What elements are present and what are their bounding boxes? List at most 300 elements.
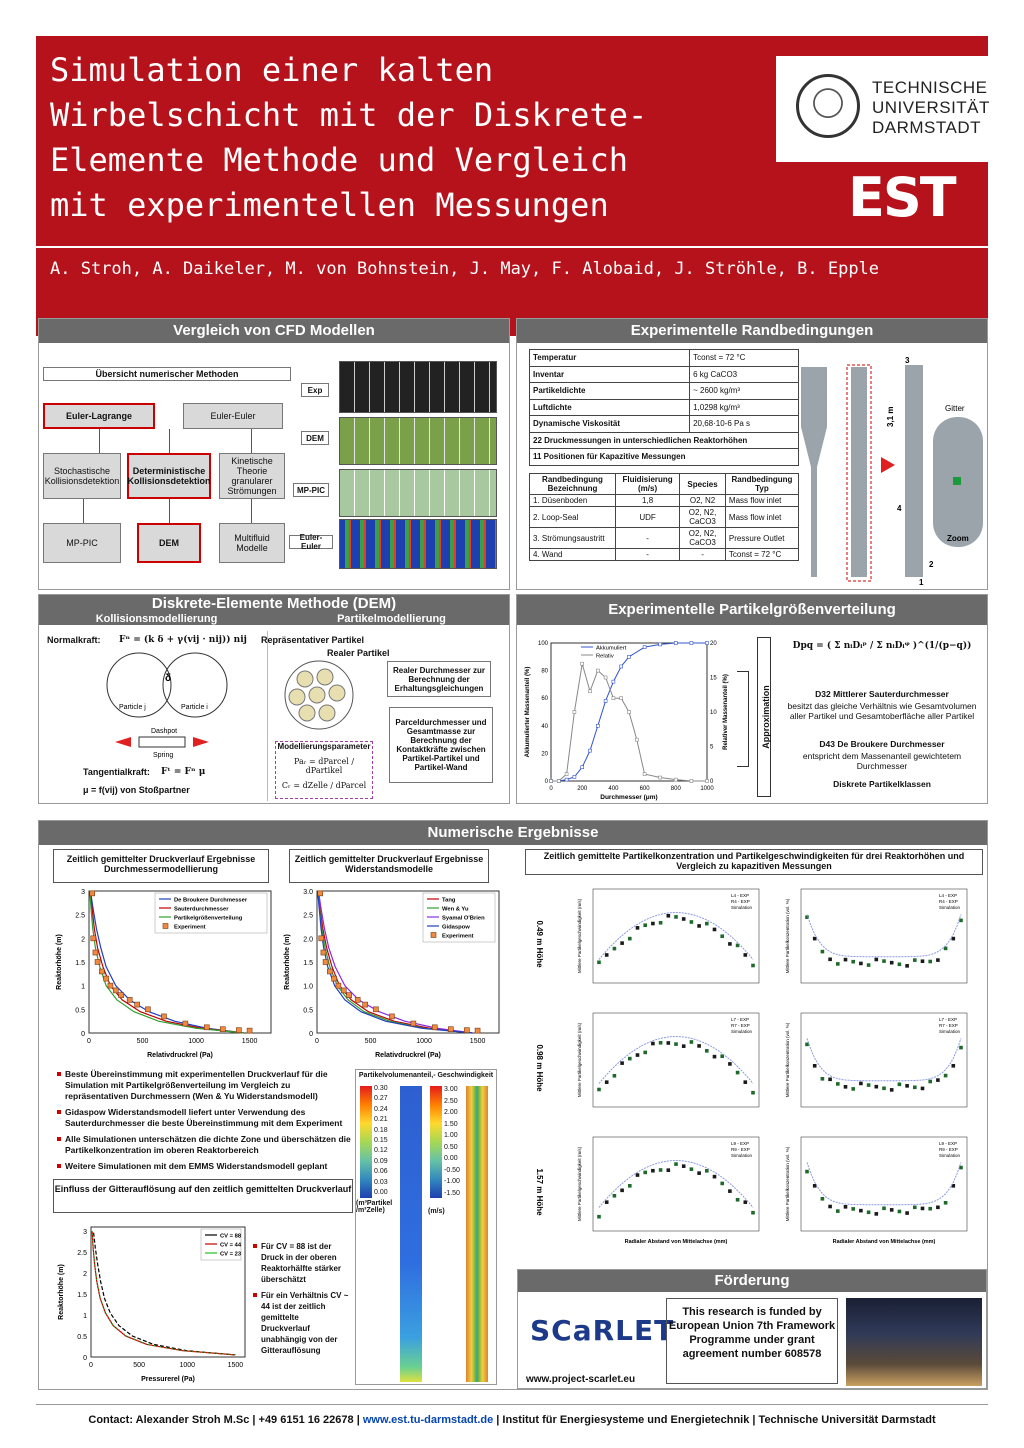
x-tick-label: 200 bbox=[577, 786, 588, 792]
parcel-diameter-box: Parceldurchmesser und Gesamtmasse zur Berechnung der Kontaktkräfte zwischen Partikel-Partikel und Partikel-Wand bbox=[389, 707, 493, 783]
x-tick-label: 500 bbox=[136, 1038, 149, 1045]
y2-tick-label: 15 bbox=[710, 675, 717, 682]
experiment-point bbox=[99, 969, 104, 974]
zoom-label: Zoom bbox=[947, 534, 969, 543]
experiment-point bbox=[620, 1061, 624, 1065]
y-tick-label: 0 bbox=[83, 1355, 87, 1362]
experiment-point bbox=[713, 928, 717, 932]
data-point bbox=[612, 680, 615, 683]
pressure-chart-diameter bbox=[51, 885, 279, 1063]
experiment-point bbox=[643, 1051, 647, 1055]
experiment-point bbox=[341, 988, 346, 993]
euler-euler-box: Euler-Euler bbox=[183, 403, 283, 429]
panel-divider bbox=[267, 631, 268, 801]
column-header: Fluidisierung (m/s) bbox=[616, 474, 680, 495]
pressure-chart-drag bbox=[279, 885, 507, 1063]
legend-label: L9 - EXP bbox=[939, 1141, 958, 1146]
x-tick-label: 1000 bbox=[700, 786, 714, 792]
boundary-conditions-panel bbox=[516, 318, 988, 590]
y-axis-label: Mittlere Partikelkonzentration (vol. %) bbox=[785, 1022, 790, 1098]
normal-force-label: Normalkraft: bbox=[47, 635, 101, 645]
experiment-point bbox=[355, 997, 360, 1002]
experiment-point bbox=[95, 960, 100, 965]
experiment-point bbox=[651, 1042, 655, 1046]
scarlet-logo: SCaRLET bbox=[530, 1314, 675, 1347]
experiment-point bbox=[119, 993, 124, 998]
y-tick-label: 0 bbox=[81, 1031, 85, 1038]
experiment-point bbox=[913, 958, 917, 962]
table-row bbox=[530, 350, 799, 367]
connector-line bbox=[251, 499, 252, 523]
tick-label: 0.09 bbox=[374, 1157, 388, 1165]
legend-label: Wen & Yu bbox=[442, 906, 469, 913]
y-tick-label: 2 bbox=[83, 1271, 87, 1279]
table-row bbox=[530, 399, 799, 416]
data-point bbox=[643, 646, 646, 649]
experiment-point bbox=[875, 1085, 879, 1089]
particle-j-label: Particle j bbox=[119, 704, 146, 711]
connector-line bbox=[169, 499, 170, 523]
experiment-point bbox=[93, 950, 98, 955]
data-point bbox=[557, 780, 560, 783]
experiment-point bbox=[836, 1082, 840, 1086]
chart2-title: Zeitlich gemittelter Druckverlauf Ergebnisse Widerstandsmodelle bbox=[289, 849, 489, 883]
tick-label: 0.15 bbox=[374, 1137, 388, 1145]
experiment-point bbox=[705, 922, 709, 926]
list-item: Für ein Verhältnis CV ~ 44 ist der zeitlich gemittelte Druckverlauf unabhängig von der Gitterauflösung bbox=[253, 1290, 349, 1356]
velocity-colorbar bbox=[430, 1086, 442, 1198]
contour-panel bbox=[355, 1069, 497, 1385]
height-label: 3,1 m bbox=[886, 406, 895, 427]
experiment-point bbox=[928, 960, 932, 964]
y2-tick-label: 5 bbox=[710, 744, 714, 751]
y-tick-label: 2.5 bbox=[77, 1250, 87, 1258]
parcel-sketch bbox=[281, 659, 361, 733]
list-item: Alle Simulationen unterschätzen die dichte Zone und überschätzen die Partikelkonzentration im oberen Reaktorbereich bbox=[57, 1134, 353, 1156]
experiment-point bbox=[705, 1049, 709, 1053]
x-axis-label: Relativdruckrel (Pa) bbox=[375, 1052, 441, 1059]
legend-label: Syamal O'Brien bbox=[442, 915, 485, 922]
experiment-point bbox=[90, 891, 95, 896]
experiment-point bbox=[475, 1028, 480, 1033]
velocity-ticks bbox=[444, 1084, 460, 1199]
experiment-point bbox=[613, 947, 617, 951]
dem-panel bbox=[38, 594, 510, 804]
legend-label: CV = 88 bbox=[220, 1233, 242, 1240]
experiment-point bbox=[875, 958, 879, 962]
y-tick-label: 1.5 bbox=[75, 960, 85, 967]
d43-description: entspricht dem Massenanteil gewichtetem Durchmesser bbox=[802, 751, 962, 771]
volume-ticks bbox=[374, 1084, 388, 1198]
boundary-table bbox=[529, 473, 799, 561]
experiment-point bbox=[127, 997, 132, 1002]
experiment-point bbox=[336, 983, 341, 988]
experiment-point bbox=[432, 1025, 437, 1030]
height-label: 0.49 m Höhe bbox=[535, 920, 544, 968]
experiment-point bbox=[605, 1200, 609, 1204]
chart1-title: Zeitlich gemittelter Druckverlauf Ergebnisse Durchmessermodellierung bbox=[53, 849, 269, 883]
experiment-point bbox=[659, 921, 663, 925]
experiment-point bbox=[821, 1197, 825, 1201]
model-params-box bbox=[275, 741, 373, 799]
table-cell: 3. Strömungsaustritt bbox=[530, 528, 616, 549]
experiment-point bbox=[959, 1166, 963, 1170]
tick-label: -1.00 bbox=[444, 1178, 460, 1185]
x-tick-label: 0 bbox=[89, 1362, 93, 1369]
experiment-point bbox=[921, 1087, 925, 1091]
legend-label: Simulation bbox=[939, 1029, 961, 1034]
dem-snapshot-strip bbox=[339, 417, 497, 465]
tick-label: -1.50 bbox=[444, 1189, 460, 1197]
legend-label: R4 - EXP bbox=[939, 899, 958, 904]
table-cell: Tconst = 72 °C bbox=[690, 350, 799, 367]
label-1: 1 bbox=[919, 578, 924, 587]
y-tick-label: 1.5 bbox=[303, 960, 313, 967]
table-cell: - bbox=[616, 549, 680, 561]
legend-label: Simulation bbox=[731, 1029, 753, 1034]
mppic-box: MP-PIC bbox=[43, 523, 121, 563]
contour-title: Partikelvolumenanteil,- Geschwindigkeit bbox=[358, 1072, 494, 1079]
table-cell: Tconst = 72 °C bbox=[725, 549, 798, 561]
experiment-point bbox=[347, 993, 352, 998]
experiment-point bbox=[805, 1170, 809, 1174]
connector-line bbox=[99, 429, 100, 453]
y-tick-label: 40 bbox=[541, 723, 548, 730]
tick-label: 2.00 bbox=[444, 1109, 458, 1116]
table-cell: 4. Wand bbox=[530, 549, 616, 561]
cyclone-cone bbox=[801, 427, 827, 467]
y-tick-label: 3.0 bbox=[303, 889, 313, 896]
particle-dot bbox=[309, 687, 325, 703]
experiment-point bbox=[813, 1184, 817, 1188]
data-point bbox=[596, 724, 599, 727]
experiment-point bbox=[135, 1002, 140, 1007]
experiment-point bbox=[928, 1080, 932, 1084]
table-cell: Temperatur bbox=[530, 350, 690, 367]
data-point bbox=[643, 773, 646, 776]
par-equation: Paᵣ = dParcel / dPartikel bbox=[293, 757, 355, 775]
experiment-point bbox=[697, 1044, 701, 1048]
experiment-point bbox=[882, 1206, 886, 1210]
table-cell: Pressure Outlet bbox=[725, 528, 798, 549]
experiment-point bbox=[936, 1206, 940, 1210]
experiment-point bbox=[363, 1002, 368, 1007]
experiment-point bbox=[697, 924, 701, 928]
x-axis-label: Durchmesser (μm) bbox=[600, 794, 658, 801]
experiment-point bbox=[448, 1027, 453, 1032]
experiment-point bbox=[319, 936, 324, 941]
rep-particle-label: Repräsentativer Partikel bbox=[261, 635, 365, 645]
data-point bbox=[612, 697, 615, 700]
dashpot-label: Dashpot bbox=[151, 728, 178, 735]
table-cell: Luftdichte bbox=[530, 399, 690, 416]
particle-i-label: Particle i bbox=[181, 704, 208, 711]
tick-label: -0.50 bbox=[444, 1166, 460, 1174]
y-tick-label: 1.5 bbox=[77, 1292, 87, 1300]
legend-label: Akkumuliert bbox=[596, 645, 627, 652]
y-tick-label: 0 bbox=[544, 779, 548, 785]
experiment-point bbox=[936, 958, 940, 962]
x-tick-label: 0 bbox=[315, 1038, 319, 1045]
legend-label: R7 - EXP bbox=[731, 1023, 750, 1028]
experiment-point bbox=[744, 1080, 748, 1084]
d43-title: D43 De Broukere Durchmesser bbox=[819, 739, 945, 749]
data-point bbox=[589, 690, 592, 693]
footer-link[interactable]: www.est.tu-darmstadt.de bbox=[362, 1414, 494, 1426]
experiment-point bbox=[605, 1080, 609, 1084]
data-point bbox=[690, 642, 693, 645]
exp-snapshot-strip bbox=[339, 361, 497, 413]
tick-label: 0.06 bbox=[374, 1168, 388, 1176]
x-tick-label: 1500 bbox=[469, 1038, 486, 1045]
y-axis-label: Reaktorhöhe (m) bbox=[56, 934, 63, 990]
data-point bbox=[596, 669, 599, 672]
velocity-contour bbox=[466, 1086, 488, 1382]
experiment-point bbox=[728, 1189, 732, 1193]
legend-label: Simulation bbox=[939, 905, 961, 910]
kinetic-theory-box: Kinetische Theorie granularer Strömungen bbox=[219, 453, 285, 499]
particle-dot bbox=[329, 685, 345, 701]
x-tick-label: 0 bbox=[87, 1038, 91, 1045]
data-point bbox=[674, 642, 677, 645]
column-header: Species bbox=[680, 474, 726, 495]
data-point bbox=[581, 662, 584, 665]
cfd-panel-title: Vergleich von CFD Modellen bbox=[39, 319, 509, 343]
experiment-point bbox=[898, 1082, 902, 1086]
model-params-title: Modellierungsparameter bbox=[277, 742, 371, 751]
x-tick-label: 600 bbox=[639, 786, 650, 792]
experiment-point bbox=[851, 1207, 855, 1211]
data-point bbox=[706, 642, 709, 645]
x-axis-label: Relativdruckrel (Pa) bbox=[147, 1052, 213, 1059]
experiment-point bbox=[597, 961, 601, 965]
y-tick-label: 2.5 bbox=[75, 912, 85, 920]
mppic-snapshot-strip bbox=[339, 469, 497, 517]
footer bbox=[36, 1404, 988, 1434]
cfd-models-panel bbox=[38, 318, 510, 590]
data-point bbox=[659, 776, 662, 779]
tick-label: 0.50 bbox=[444, 1143, 458, 1151]
data-point bbox=[659, 643, 662, 646]
experiment-point bbox=[898, 1210, 902, 1214]
arrow-icon bbox=[881, 457, 895, 473]
experiment-point bbox=[104, 976, 109, 981]
experiment-point bbox=[682, 917, 686, 921]
approx-label: Approximation bbox=[761, 685, 771, 749]
experiment-point bbox=[890, 1208, 894, 1212]
riser-model bbox=[905, 365, 923, 577]
column-header: Randbedingung Bezeichnung bbox=[530, 474, 616, 495]
downcomer bbox=[811, 467, 817, 577]
experiment-point bbox=[389, 1014, 394, 1019]
table-cell: Partikeldichte bbox=[530, 383, 690, 400]
overlap-label: δ bbox=[165, 673, 172, 684]
table-row bbox=[530, 507, 799, 528]
x-axis-label: Radialer Abstand von Mittelachse (mm) bbox=[832, 1239, 936, 1245]
legend-label: Tang bbox=[442, 897, 456, 904]
experiment-point bbox=[643, 1171, 647, 1175]
header-divider bbox=[36, 246, 988, 248]
experiment-point bbox=[373, 1007, 378, 1012]
list-item: Gidaspow Widerstandsmodell liefert unter Verwendung des Sauterdurchmesser die beste Übereinstimmung mit dem Experiment bbox=[57, 1107, 353, 1129]
author-list: A. Stroh, A. Daikeler, M. von Bohnstein, J. May, F. Alobaid, J. Ströhle, B. Epple bbox=[50, 259, 880, 279]
x-axis-label: Pressurerel (Pa) bbox=[141, 1376, 195, 1383]
experiment-point bbox=[145, 1007, 150, 1012]
experiment-point bbox=[318, 891, 323, 896]
x-tick-label: 500 bbox=[133, 1362, 145, 1369]
column-header: Randbedingung Typ bbox=[725, 474, 798, 495]
velocity-unit: (m/s) bbox=[428, 1208, 445, 1215]
experiment-point bbox=[890, 961, 894, 965]
funding-panel bbox=[517, 1269, 987, 1389]
data-point bbox=[581, 766, 584, 769]
scarlet-url[interactable]: www.project-scarlet.eu bbox=[526, 1374, 636, 1385]
experiment-point bbox=[744, 953, 748, 957]
legend-label: De Broukere Durchmesser bbox=[174, 897, 248, 904]
experiment-point bbox=[628, 1057, 632, 1061]
data-point bbox=[674, 778, 677, 781]
connector-line bbox=[83, 499, 84, 523]
experiment-point bbox=[921, 959, 925, 963]
experiment-point bbox=[597, 1088, 601, 1092]
experiment-point bbox=[91, 936, 96, 941]
legend-label: L9 - EXP bbox=[731, 1141, 750, 1146]
experiment-point bbox=[844, 1085, 848, 1089]
y-tick-label: 20 bbox=[541, 751, 548, 758]
experiment-point bbox=[828, 1078, 832, 1082]
height-label: 1.57 m Höhe bbox=[535, 1168, 544, 1216]
arrow-icon bbox=[115, 737, 131, 747]
table-row bbox=[530, 449, 799, 466]
experiment-point bbox=[898, 962, 902, 966]
label-3: 3 bbox=[905, 357, 910, 365]
y-tick-label: 2 bbox=[81, 936, 85, 944]
experiment-point bbox=[713, 1175, 717, 1179]
method-overview-label: Übersicht numerischer Methoden bbox=[43, 367, 291, 381]
experiment-point bbox=[667, 914, 671, 918]
y-tick-label: 1.0 bbox=[303, 983, 313, 991]
tick-label: 0.03 bbox=[374, 1178, 388, 1186]
data-point bbox=[628, 655, 631, 658]
experiment-point bbox=[659, 1041, 663, 1045]
table-row bbox=[530, 366, 799, 383]
reactor-drawing bbox=[797, 357, 987, 587]
experiment-point bbox=[844, 1205, 848, 1209]
experiment-point bbox=[605, 953, 609, 957]
psd-panel-title: Experimentelle Partikelgrößenverteilung bbox=[608, 601, 896, 618]
funding-title: Förderung bbox=[518, 1270, 986, 1292]
y-axis-label: Reaktorhöhe (m) bbox=[284, 934, 291, 990]
data-point bbox=[628, 711, 631, 714]
experiment-point bbox=[751, 964, 755, 968]
experiment-point bbox=[744, 1200, 748, 1204]
data-point bbox=[690, 780, 693, 783]
table-cell: - bbox=[616, 528, 680, 549]
experiment-point bbox=[674, 1042, 678, 1046]
psd-panel bbox=[516, 594, 988, 804]
building-photo bbox=[846, 1298, 982, 1386]
profiles-title: Zeitlich gemittelte Partikelkonzentration und Partikelgeschwindigkeiten für drei Reaktorhöhen und Vergleich zu kapazitiven Messungen bbox=[525, 849, 983, 875]
footer-contact: Contact: Alexander Stroh M.Sc | +49 6151 16 22678 | bbox=[88, 1414, 363, 1426]
real-diameter-box: Realer Durchmesser zur Berechnung der Erhaltungsgleichungen bbox=[387, 661, 491, 697]
legend-label: Simulation bbox=[731, 905, 753, 910]
experiment-point bbox=[813, 1064, 817, 1068]
row-label-mppic: MP-PIC bbox=[293, 483, 329, 497]
legend-label: Simulation bbox=[939, 1153, 961, 1158]
y-axis-label: Reaktorhöhe (m) bbox=[58, 1264, 65, 1320]
psd-chart bbox=[521, 635, 733, 801]
legend-label: L7 - EXP bbox=[939, 1017, 958, 1022]
data-point bbox=[620, 697, 623, 700]
table-row bbox=[530, 383, 799, 400]
gitter-label: Gitter bbox=[945, 404, 965, 413]
volume-unit: (m³Partikel /m³Zelle) bbox=[356, 1200, 393, 1214]
x-tick-label: 800 bbox=[670, 786, 681, 792]
experiment-point bbox=[944, 1074, 948, 1078]
properties-table bbox=[529, 349, 799, 466]
y2-tick-label: 0 bbox=[710, 779, 714, 785]
tangential-force-equation: Fᵗ = Fⁿ μ bbox=[161, 767, 206, 777]
data-point bbox=[604, 676, 607, 679]
y-tick-label: 3 bbox=[83, 1229, 87, 1237]
legend-label: R4 - EXP bbox=[731, 899, 750, 904]
experiment-point bbox=[859, 962, 863, 966]
tick-label: 0.00 bbox=[374, 1189, 388, 1197]
data-point bbox=[550, 780, 553, 783]
experiment-point bbox=[690, 1040, 694, 1044]
experiment-point bbox=[890, 1088, 894, 1092]
x-tick-label: 500 bbox=[364, 1038, 377, 1045]
bc-panel-title: Experimentelle Randbedingungen bbox=[517, 319, 987, 343]
experiment-point bbox=[859, 1209, 863, 1213]
experiment-point bbox=[844, 958, 848, 962]
experiment-point bbox=[667, 1168, 671, 1172]
tick-label: 3.00 bbox=[444, 1086, 458, 1093]
experiment-point bbox=[813, 937, 817, 941]
table-cell: - bbox=[680, 549, 726, 561]
grid-resolution-chart bbox=[53, 1221, 253, 1387]
experiment-point bbox=[651, 922, 655, 926]
volume-colorbar bbox=[360, 1086, 372, 1198]
experiment-point bbox=[859, 1082, 863, 1086]
legend-label: Relativ bbox=[596, 653, 614, 660]
x-tick-label: 400 bbox=[608, 786, 619, 792]
dpq-equation: Dpq = ( Σ nᵢDᵢᵖ / Σ nᵢDᵢᵠ )^(1/(p−q)) bbox=[792, 641, 972, 651]
experiment-point bbox=[323, 960, 328, 965]
experiment-point bbox=[867, 1210, 871, 1214]
y-tick-label: 80 bbox=[541, 668, 548, 675]
experiment-point bbox=[851, 960, 855, 964]
experiment-point bbox=[905, 1084, 909, 1088]
row-label-exp: Exp bbox=[301, 383, 329, 397]
approx-box bbox=[757, 637, 771, 797]
table-cell: ~ 2600 kg/m³ bbox=[690, 383, 799, 400]
experiment-point bbox=[751, 1211, 755, 1215]
experiment-point bbox=[247, 1028, 252, 1033]
table-cell: UDF bbox=[616, 507, 680, 528]
particle-dot bbox=[289, 689, 305, 705]
experiment-point bbox=[905, 964, 909, 968]
table-row bbox=[530, 549, 799, 561]
stochastic-box: Stochastische Kollisionsdetektion bbox=[43, 453, 121, 499]
friction-note: μ = f(vij) von Stoßpartner bbox=[83, 785, 190, 795]
table-cell: 1,8 bbox=[616, 495, 680, 507]
radial-profiles-grid bbox=[525, 881, 983, 1273]
table-header-row bbox=[530, 474, 799, 495]
psd-panel-header bbox=[517, 595, 987, 625]
x-tick-label: 1000 bbox=[179, 1362, 196, 1369]
experiment-point bbox=[464, 1028, 469, 1033]
